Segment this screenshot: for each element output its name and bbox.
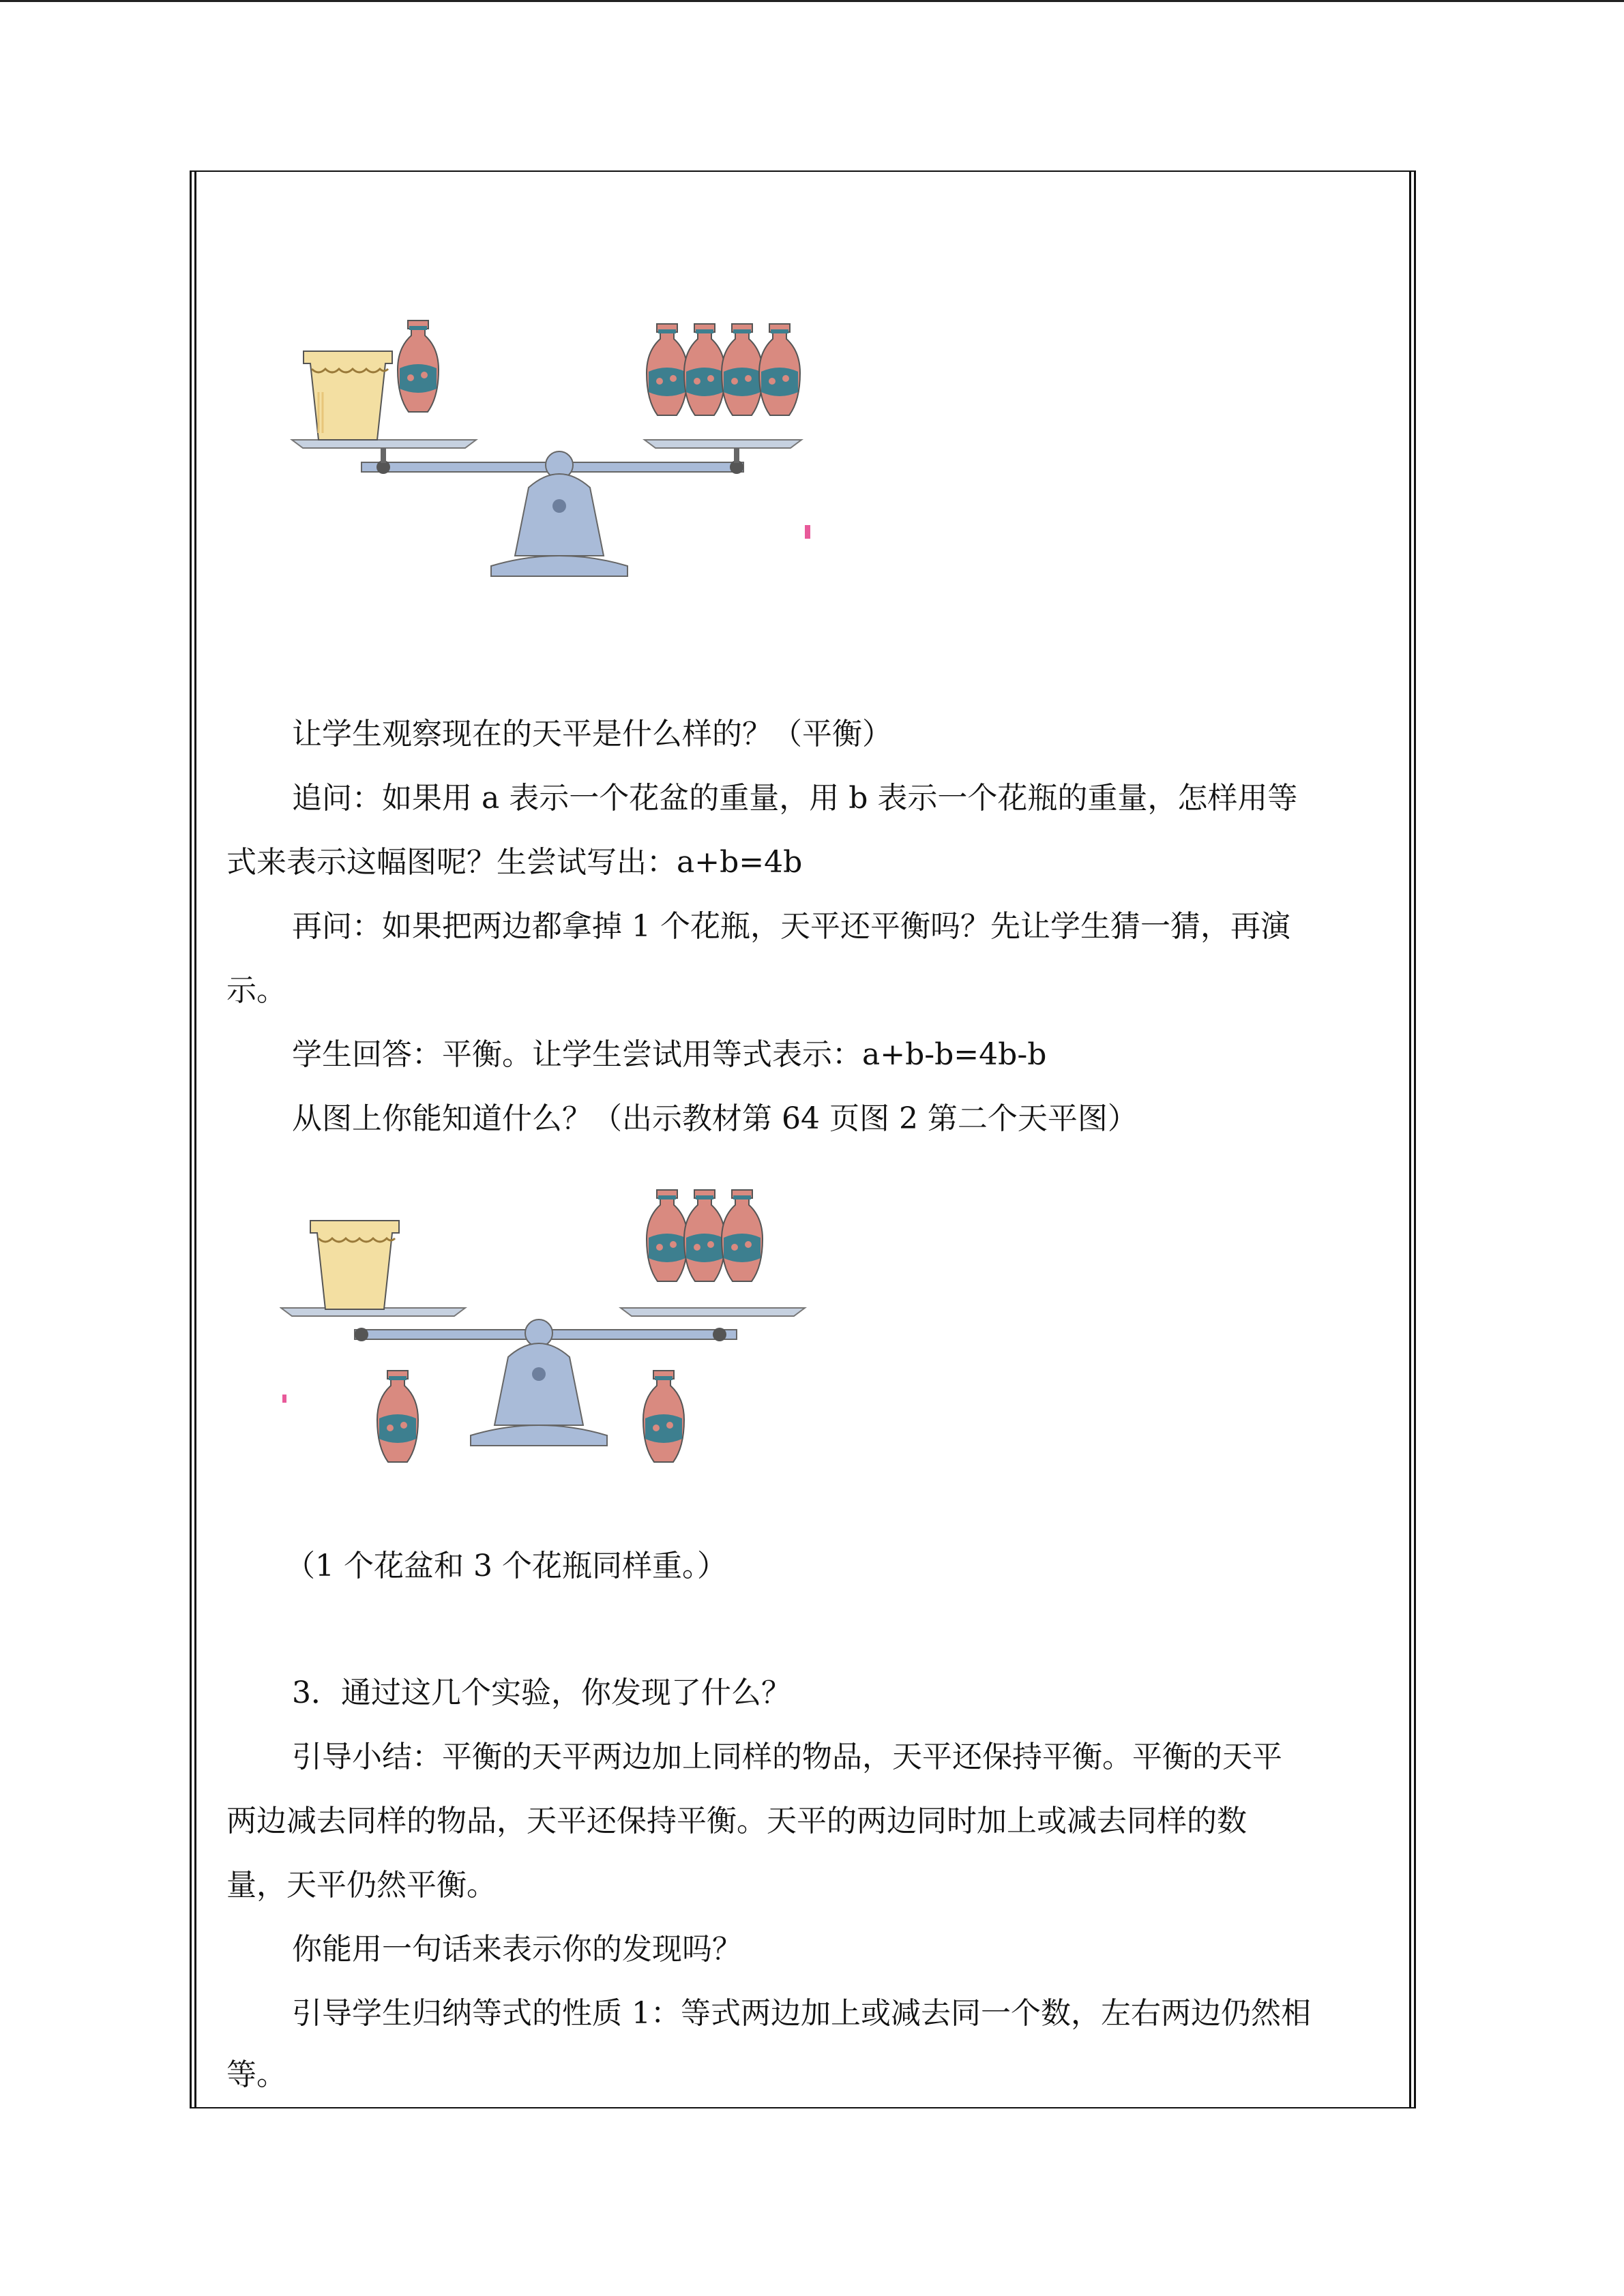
balance-figure-2 [280, 1187, 812, 1500]
paragraph-6: （1 个花盆和 3 个花瓶同样重。） [285, 1549, 727, 1583]
paragraph-4: 学生回答：平衡。让学生尝试用等式表示：a+b-b=4b-b [292, 1037, 1047, 1072]
paragraph-3-cont: 示。 [226, 973, 286, 1008]
paragraph-3: 再问：如果把两边都拿掉 1 个花瓶，天平还平衡吗？先让学生猜一猜，再演 [292, 909, 1290, 944]
paragraph-9: 你能用一句话来表示你的发现吗？ [292, 1932, 742, 1967]
paragraph-8: 引导小结：平衡的天平两边加上同样的物品，天平还保持平衡。平衡的天平 [292, 1740, 1282, 1774]
paragraph-10-cont: 等。 [226, 2057, 286, 2092]
paragraph-2-cont: 式来表示这幅图呢？生尝试写出：a+b=4b [226, 845, 803, 880]
paragraph-2: 追问：如果用 a 表示一个花盆的重量，用 b 表示一个花瓶的重量，怎样用等 [292, 781, 1298, 816]
paragraph-5: 从图上你能知道什么？（出示教材第 64 页图 2 第二个天平图） [292, 1101, 1138, 1136]
paragraph-1: 让学生观察现在的天平是什么样的？（平衡） [292, 717, 892, 751]
page-top-rule [0, 0, 1624, 2]
balance-figure-1 [286, 314, 818, 607]
paragraph-10: 引导学生归纳等式的性质 1：等式两边加上或减去同一个数，左右两边仍然相 [292, 1996, 1311, 2031]
paragraph-7: 3．通过这几个实验，你发现了什么？ [292, 1675, 791, 1710]
paragraph-8-cont-1: 两边减去同样的物品，天平还保持平衡。天平的两边同时加上或减去同样的数 [226, 1804, 1247, 1838]
paragraph-8-cont-2: 量，天平仍然平衡。 [226, 1868, 497, 1903]
